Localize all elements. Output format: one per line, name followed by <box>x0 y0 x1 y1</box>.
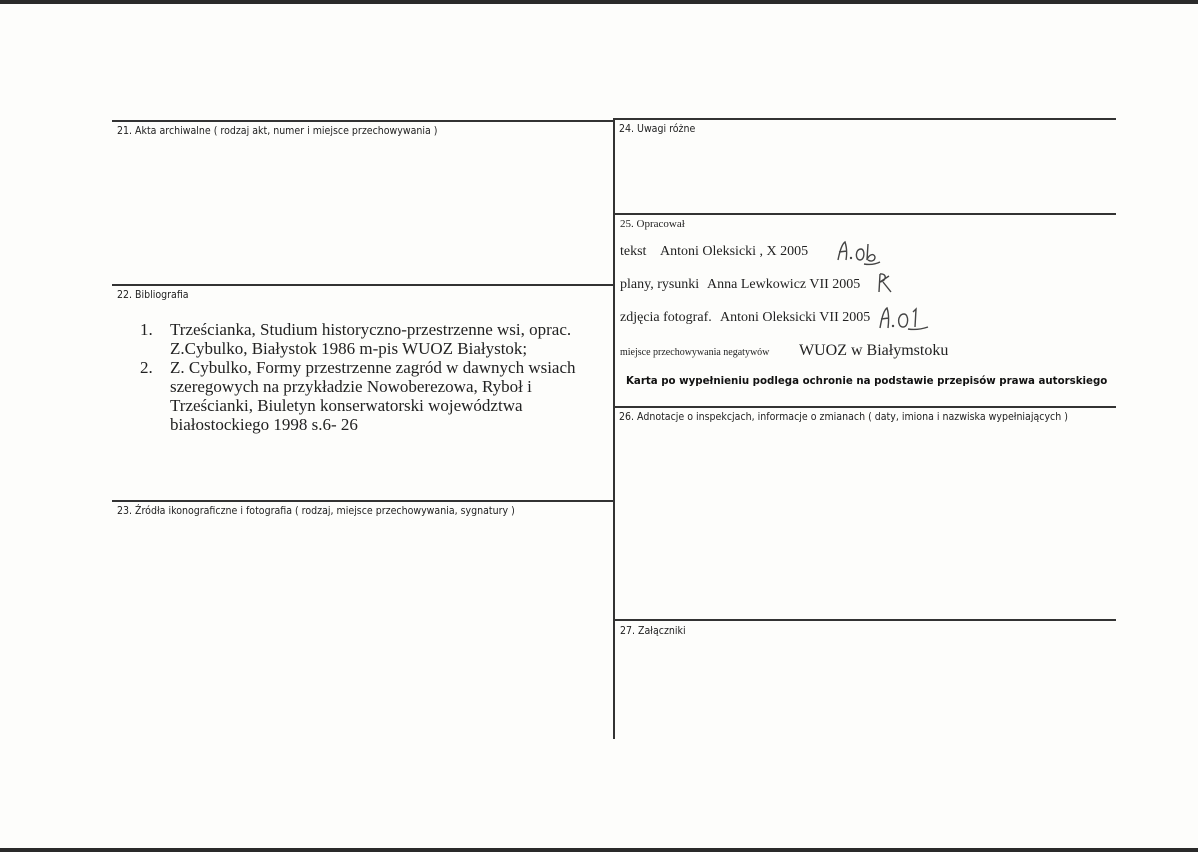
rule-22-top <box>112 284 614 286</box>
section-23-label: 23. Źródła ikonograficzne i fotografia ( rodzaj, miejsce przechowywania, sygnatury ) <box>117 505 515 517</box>
plany-value: Anna Lewkowicz VII 2005 <box>707 277 861 292</box>
scan-top-edge <box>0 0 1198 4</box>
bibliography-item <box>140 320 600 358</box>
tekst-label: tekst <box>620 244 647 259</box>
rule-24-top <box>614 118 1116 120</box>
bibliography-item-text: Trześcianka, Studium historyczno-przestrzenne wsi, oprac. Z.Cybulko, Białystok 1986 m-pis WUOZ Białystok; <box>170 320 572 358</box>
bibliography-item-text: Z. Cybulko, Formy przestrzenne zagród w dawnych wsiach szeregowych na przykładzie Nowoberezowa, Ryboł i Trześcianki, Biuletyn konserwatorski województwa białostockiego 1998 s.6- 26 <box>170 358 576 434</box>
initials-signature-icon <box>873 270 895 296</box>
section-27-label: 27. Załączniki <box>620 625 686 637</box>
zdjecia-value: Antoni Oleksicki VII 2005 <box>720 310 871 325</box>
miejsce-label: miejsce przechowywania negatywów <box>620 347 770 358</box>
zdjecia-label: zdjęcia fotograf. <box>620 310 712 325</box>
scan-bottom-edge <box>0 848 1198 852</box>
miejsce-value: WUOZ w Białymstoku <box>799 342 949 359</box>
section-24-label: 24. Uwagi różne <box>619 123 696 135</box>
bibliography-item-number: 2. <box>140 358 153 377</box>
section-25-label: 25. Opracował <box>620 218 685 230</box>
bibliography-list <box>140 320 600 434</box>
initials-signature-icon <box>834 238 882 266</box>
rule-27-top <box>614 619 1116 621</box>
section-22-label: 22. Bibliografia <box>117 289 189 301</box>
rule-26-top <box>614 406 1116 408</box>
center-divider <box>613 118 615 739</box>
plany-label: plany, rysunki <box>620 277 700 292</box>
initials-signature-icon <box>876 302 932 332</box>
rule-21-top <box>112 120 614 122</box>
bibliography-item <box>140 358 600 434</box>
section-21-label: 21. Akta archiwalne ( rodzaj akt, numer i miejsce przechowywania ) <box>117 125 438 137</box>
rule-23-top <box>112 500 614 502</box>
rule-25-top <box>614 213 1116 215</box>
section-26-label: 26. Adnotacje o inspekcjach, informacje o zmianach ( daty, imiona i nazwiska wypełniających ) <box>619 411 1068 423</box>
tekst-value: Antoni Oleksicki , X 2005 <box>660 244 809 259</box>
copyright-notice: Karta po wypełnieniu podlega ochronie na podstawie przepisów prawa autorskiego <box>626 374 1108 387</box>
bibliography-item-number: 1. <box>140 320 153 339</box>
